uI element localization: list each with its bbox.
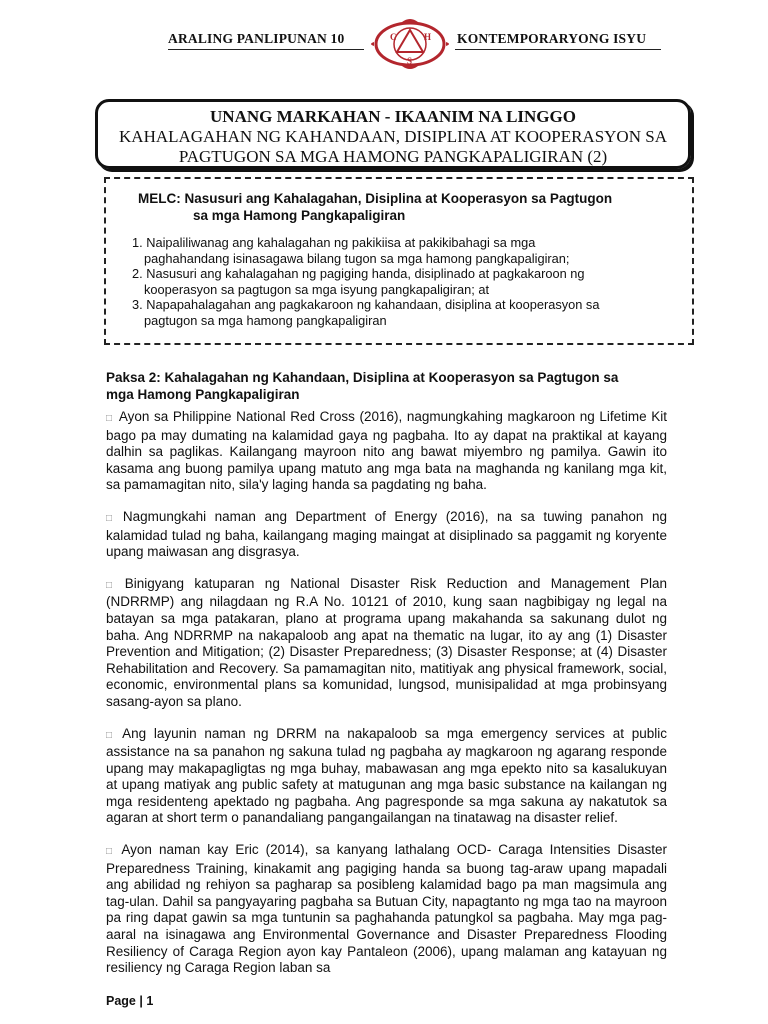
topic-heading-line2: mga Hamong Pangkapaligiran [106, 387, 300, 402]
body-text [106, 409, 667, 992]
paragraph-eric [106, 842, 667, 977]
checkbox-bullet-icon: □ [106, 846, 116, 858]
melc-heading-line1: MELC: Nasusuri ang Kahalagahan, Disiplina at Kooperasyon sa Pagtugon [138, 191, 613, 206]
header-rule-right [455, 49, 661, 50]
checkbox-bullet-icon: □ [106, 413, 113, 424]
list-item [132, 235, 667, 266]
header-rule-left [168, 49, 364, 50]
objective-3-line1: 3. Napapahalagahan ang pagkakaroon ng kahandaan, disiplina at kooperasyon sa [132, 297, 600, 312]
melc-box [104, 177, 694, 345]
topic-heading-line1: Paksa 2: Kahalagahan ng Kahandaan, Disiplina at Kooperasyon sa Pagtugon sa [106, 370, 619, 385]
melc-heading-line2: sa mga Hamong Pangkapaligiran [193, 208, 406, 223]
page-number: Page | 1 [106, 994, 154, 1008]
melc-objectives-list [132, 235, 667, 328]
list-item [132, 266, 667, 297]
quarter-week-title: UNANG MARKAHAN - IKAANIM NA LINGGO [210, 107, 576, 126]
title-subtitle-line2: PAGTUGON SA MGA HAMONG PANGKAPALIGIRAN (2) [178, 147, 608, 166]
header-subject: ARALING PANLIPUNAN 10 [168, 31, 345, 46]
objective-2-line2: kooperasyon sa pagtugon sa mga isyung pangkapaligiran; at [144, 281, 490, 297]
objective-1-line2: paghahandang isinasagawa bilang tugon sa mga hamong pangkapaligiran; [144, 250, 570, 266]
paragraph-drrm [106, 726, 667, 828]
title-subtitle-line1: KAHALAGAHAN NG KAHANDAAN, DISIPLINA AT KOOPERASYON SA [119, 127, 667, 146]
paragraph-doe [106, 509, 667, 561]
objective-1-line1: 1. Naipaliliwanag ang kahalagahan ng pakikiisa at pakikibahagi sa mga [132, 235, 536, 250]
paragraph-text: Ayon naman kay Eric (2014), sa kanyang lathalang OCD- Caraga Intensities Disaster Preparedness Training, kinakamit ang pagiging handa sa buong tag-araw upang mapadali ang abilidad ng rehiyon sa pagharap sa posibleng kalamidad bago pa man magsimula ang tag-ulan. Dahil sa pangyayaring pagbaha sa Butuan City, napagtanto ng mga tao na mayroon pa ring dapat gawin sa mga tuntunin sa paghahanda patungkol sa pagbaha. May mga pag- aaral na isinagawa ang Environmental Governance and Disaster Preparedness Flooding Resiliency of Caraga Region ayon kay Pantaleon (2006), upang malaman ang katayuan ng resiliency ng Caraga Region laban sa [106, 842, 667, 976]
checkbox-bullet-icon: □ [106, 579, 119, 591]
paragraph-ndrrmp [106, 576, 667, 711]
paragraph-text: Binigyang katuparan ng National Disaster Risk Reduction and Management Plan (NDRRMP) ang nilagdaan ng R.A No. 10121 of 2010, kung saan nagbibigay ng legal na batayan sa mga patakaran, plano at programa upang makahanda sa sakunang dulot ng baha. Ang NDRRMP na nakapaloob ang apat na thematic na lugar, ito ay ang (1) Disaster Prevention and Mitigation; (2) Disaster Preparedness; (3) Disaster Response; at (4) Disaster Rehabilitation and Recovery. Sa pamamagitan nito, matitiyak ang physical framework, social, economic, environmental plans sa komunidad, lungsod, munisipalidad at mga probinsyang sasang-ayon sa plano. [106, 575, 667, 709]
list-item [132, 297, 667, 328]
paragraph-text: Ayon sa Philippine National Red Cross (2016), nagmungkahing magkaroon ng Lifetime Kit bago pa may dumating na kalamidad gaya ng pagbaha. Ito ay dapat na praktikal at kayang dalhin sa paglikas. Kailangang mayroon nito ang bawat miyembro ng pamilya. Gawin ito kasama ang buong pamilya upang matuto ang mga bata na maghanda ng kanilang mga kit, sa pamamagitan nito, sila'y laging handa sa pagdating ng baha. [106, 409, 667, 493]
objective-3-line2: pagtugon sa mga hamong pangkapaligiran [144, 312, 387, 328]
objective-2-line1: 2. Nasusuri ang kahalagahan ng pagiging handa, disiplinado at pagkakaroon ng [132, 266, 585, 281]
school-logo-icon [368, 18, 452, 70]
topic-heading [106, 369, 666, 403]
logo-letter-h: H [424, 32, 432, 42]
page-header [0, 18, 768, 66]
title-box [95, 99, 691, 169]
logo-letter-s: S [407, 56, 413, 66]
header-topic: KONTEMPORARYONG ISYU [457, 31, 647, 46]
melc-heading [138, 190, 678, 224]
paragraph-text: Nagmungkahi naman ang Department of Energy (2016), na sa tuwing panahon ng kalamidad tulad ng baha, kailangang maging maingat at disiplinado sa paggamit ng koryente upang maiwasan ang disgrasya. [106, 508, 667, 560]
checkbox-bullet-icon: □ [106, 512, 117, 524]
logo-letter-c: C [390, 32, 397, 42]
paragraph-text: Ang layunin naman ng DRRM na nakapaloob sa mga emergency services at public assistance na sa panahon ng sakuna tulad ng pagbaha ay magkaroon ng agarang responde upang may makapagligtas ng mga buhay, mabawasan ang mga epekto nito sa kasalukuyan at upang matiyak ang public safety at matugunan ang mga basic substance na kailangan ng mga residenteng apektado ng pagbaha. Ang pagresponde sa mga sakuna ay nakatutok sa agaran at short term o panandaliang pangangailangan na tinatawag na disaster relief. [106, 725, 667, 826]
checkbox-bullet-icon: □ [106, 729, 117, 741]
paragraph-red-cross [106, 409, 667, 494]
